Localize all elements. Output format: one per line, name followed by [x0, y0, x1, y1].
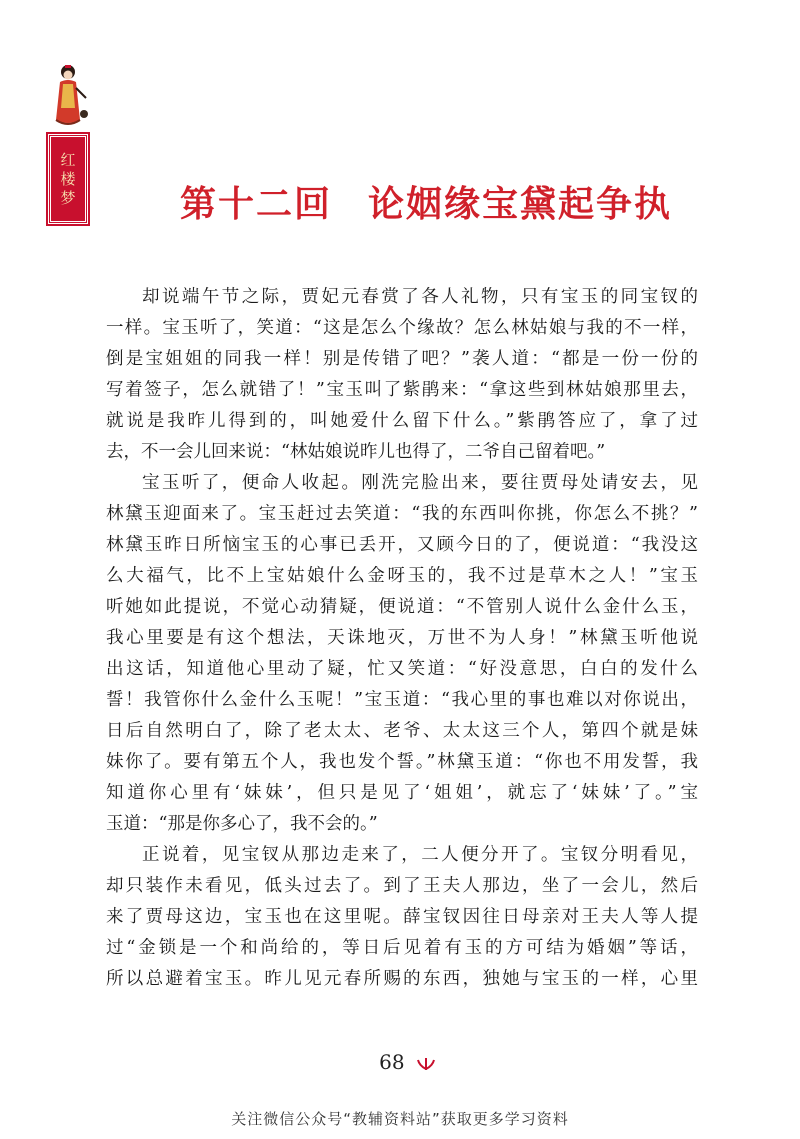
footer-promo-text: 关注微信公众号“教辅资料站”获取更多学习资料: [231, 1110, 569, 1128]
text-line: 来了贾母这边，宝玉也在这里呢。薛宝钗因往日母亲对王夫人等人提: [106, 907, 698, 927]
text-line: 誓！我管你什么金什么玉呢！”宝玉道：“我心里的事也难以对你说出，: [106, 690, 698, 710]
text-line: 却只装作未看见，低头过去了。到了王夫人那边，坐了一会儿，然后: [106, 876, 698, 896]
chapter-name: 论姻缘宝黛起争执: [368, 183, 673, 225]
text-line: 倒是宝姐姐的同我一样！别是传错了吧？”袭人道：“都是一份一份的: [106, 349, 698, 369]
text-line: 么大福气，比不上宝姑娘什么金呀玉的，我不过是草木之人！”宝玉: [106, 566, 698, 586]
side-ornament: [40, 62, 96, 224]
text-line: 听她如此提说，不觉心动猜疑，便说道：“不管别人说什么金什么玉，: [106, 597, 698, 617]
text-line: 我心里要是有这个想法，天诛地灭，万世不为人身！”林黛玉听他说: [106, 628, 698, 648]
page-number: [0, 1050, 800, 1074]
text-line: 所以总避着宝玉。昨儿见元春所赐的东西，独她与宝玉的一样，心里: [106, 969, 698, 989]
chapter-body: [106, 282, 698, 995]
text-line: 妹你了。要有第五个人，我也发个誓。”林黛玉道：“你也不用发誓，我: [106, 752, 698, 772]
book-title-char: 楼: [60, 169, 76, 188]
text-line: 正说着，见宝钗从那边走来了，二人便分开了。宝钗分明看见，: [142, 845, 698, 865]
text-line: 过“金锁是一个和尚给的，等日后见着有玉的方可结为婚姻”等话，: [106, 938, 698, 958]
book-title-tab: [48, 134, 88, 224]
text-line: 林黛玉迎面来了。宝玉赶过去笑道：“我的东西叫你挑，你怎么不挑？”: [106, 504, 698, 524]
text-line: 林黛玉昨日所恼宝玉的心事已丢开，又顾今日的了，便说道：“我没这: [106, 535, 698, 555]
book-title-char: 梦: [60, 188, 76, 207]
text-line: 玉道：“那是你多心了，我不会的。”: [106, 814, 378, 834]
text-line: 就说是我昨儿得到的，叫她爱什么留下什么。”紫鹃答应了，拿了过: [106, 411, 698, 431]
text-line: 日后自然明白了，除了老太太、老爷、太太这三个人，第四个就是妹: [106, 721, 698, 741]
chapter-number: 第十二回: [180, 183, 333, 225]
lady-figure-illustration: [46, 62, 90, 128]
text-line: 去，不一会儿回来说：“林姑娘说昨儿也得了，二爷自己留着吧。”: [106, 442, 606, 462]
text-line: 写着签子，怎么就错了！”宝玉叫了紫鹃来：“拿这些到林姑娘那里去，: [106, 380, 698, 400]
book-title-char: 红: [60, 150, 76, 169]
chapter-title: [180, 176, 672, 227]
text-line: 一样。宝玉听了，笑道：“这是怎么个缘故？怎么林姑娘与我的不一样，: [106, 318, 698, 338]
text-line: 出这话，知道他心里动了疑，忙又笑道：“好没意思，白白的发什么: [106, 659, 698, 679]
text-line: 却说端午节之际，贾妃元春赏了各人礼物，只有宝玉的同宝钗的: [142, 287, 698, 307]
text-line: 宝玉听了，便命人收起。刚洗完脸出来，要往贾母处请安去，见: [142, 473, 698, 493]
text-line: 知道你心里有‘妹妹’，但只是见了‘姐姐’，就忘了‘妹妹’了。”宝: [106, 783, 698, 803]
page-number-value: 68: [379, 1050, 405, 1074]
flower-ornament-icon: [417, 1057, 435, 1071]
